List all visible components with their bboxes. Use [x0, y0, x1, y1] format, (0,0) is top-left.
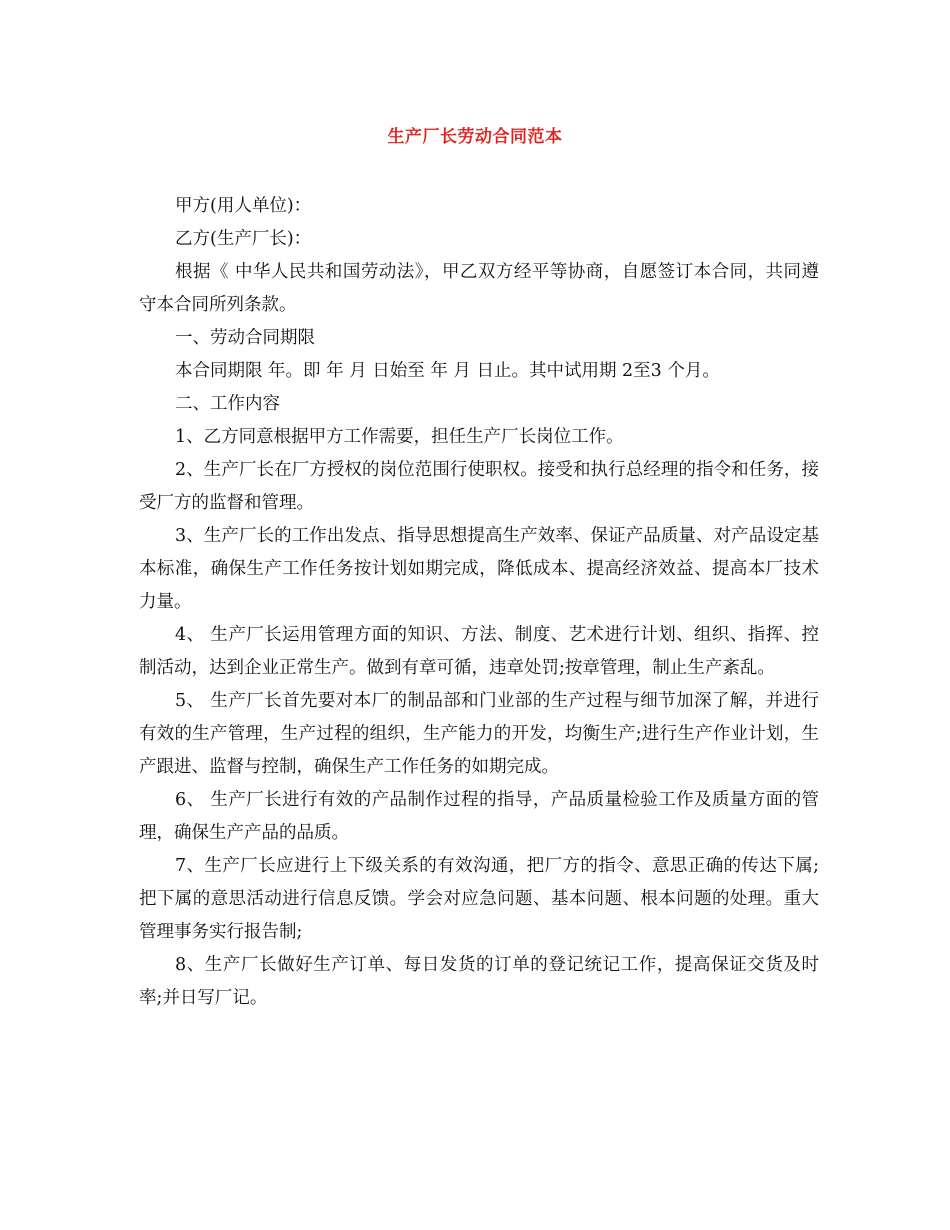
party-b-line: 乙方(生产厂长)：: [175, 229, 312, 249]
clause-7: 7、生产厂长应进行上下级关系的有效沟通，把厂方的指令、意思正确的传达下属;把下属的意思活动进行信息反馈。学会对应急问题、基本问题、根本问题的处理。重大管理事务实行报告制;: [139, 856, 819, 942]
clause-6: 6、 生产厂长进行有效的产品制作过程的指导，产品质量检验工作及质量方面的管理，确保生产产品的品质。: [139, 790, 819, 843]
preamble-paragraph: 根据《 中华人民共和国劳动法》，甲乙双方经平等协商，自愿签订本合同，共同遵守本合同所列条款。: [139, 262, 819, 315]
section-heading-work-content: 二、工作内容: [175, 394, 280, 414]
document-title: 生产厂长劳动合同范本: [387, 127, 563, 147]
clause-4: 4、 生产厂长运用管理方面的知识、方法、制度、艺术进行计划、组织、指挥、控制活动，达到企业正常生产。做到有章可循，违章处罚;按章管理，制止生产紊乱。: [139, 625, 819, 678]
section-heading-term: 一、劳动合同期限: [175, 328, 315, 348]
document-body: [139, 190, 819, 1015]
clause-5: 5、 生产厂长首先要对本厂的制品部和门业部的生产过程与细节加深了解，并进行有效的生产管理，生产过程的组织，生产能力的开发，均衡生产;进行生产作业计划，生产跟进、监督与控制，确保生产工作任务的如期完成。: [139, 691, 819, 777]
term-paragraph: 本合同期限 年。即 年 月 日始至 年 月 日止。其中试用期 2至3 个月。: [175, 361, 720, 381]
clause-3: 3、生产厂长的工作出发点、指导思想提高生产效率、保证产品质量、对产品设定基本标准，确保生产工作任务按计划如期完成，降低成本、提高经济效益、提高本厂技术力量。: [139, 526, 819, 612]
clause-8: 8、生产厂长做好生产订单、每日发货的订单的登记统记工作，提高保证交货及时率;并日写厂记。: [139, 955, 819, 1008]
party-a-line: 甲方(用人单位)：: [175, 196, 312, 216]
clause-2: 2、生产厂长在厂方授权的岗位范围行使职权。接受和执行总经理的指令和任务，接受厂方的监督和管理。: [139, 460, 819, 513]
clause-1: 1、乙方同意根据甲方工作需要，担任生产厂长岗位工作。: [175, 427, 624, 447]
